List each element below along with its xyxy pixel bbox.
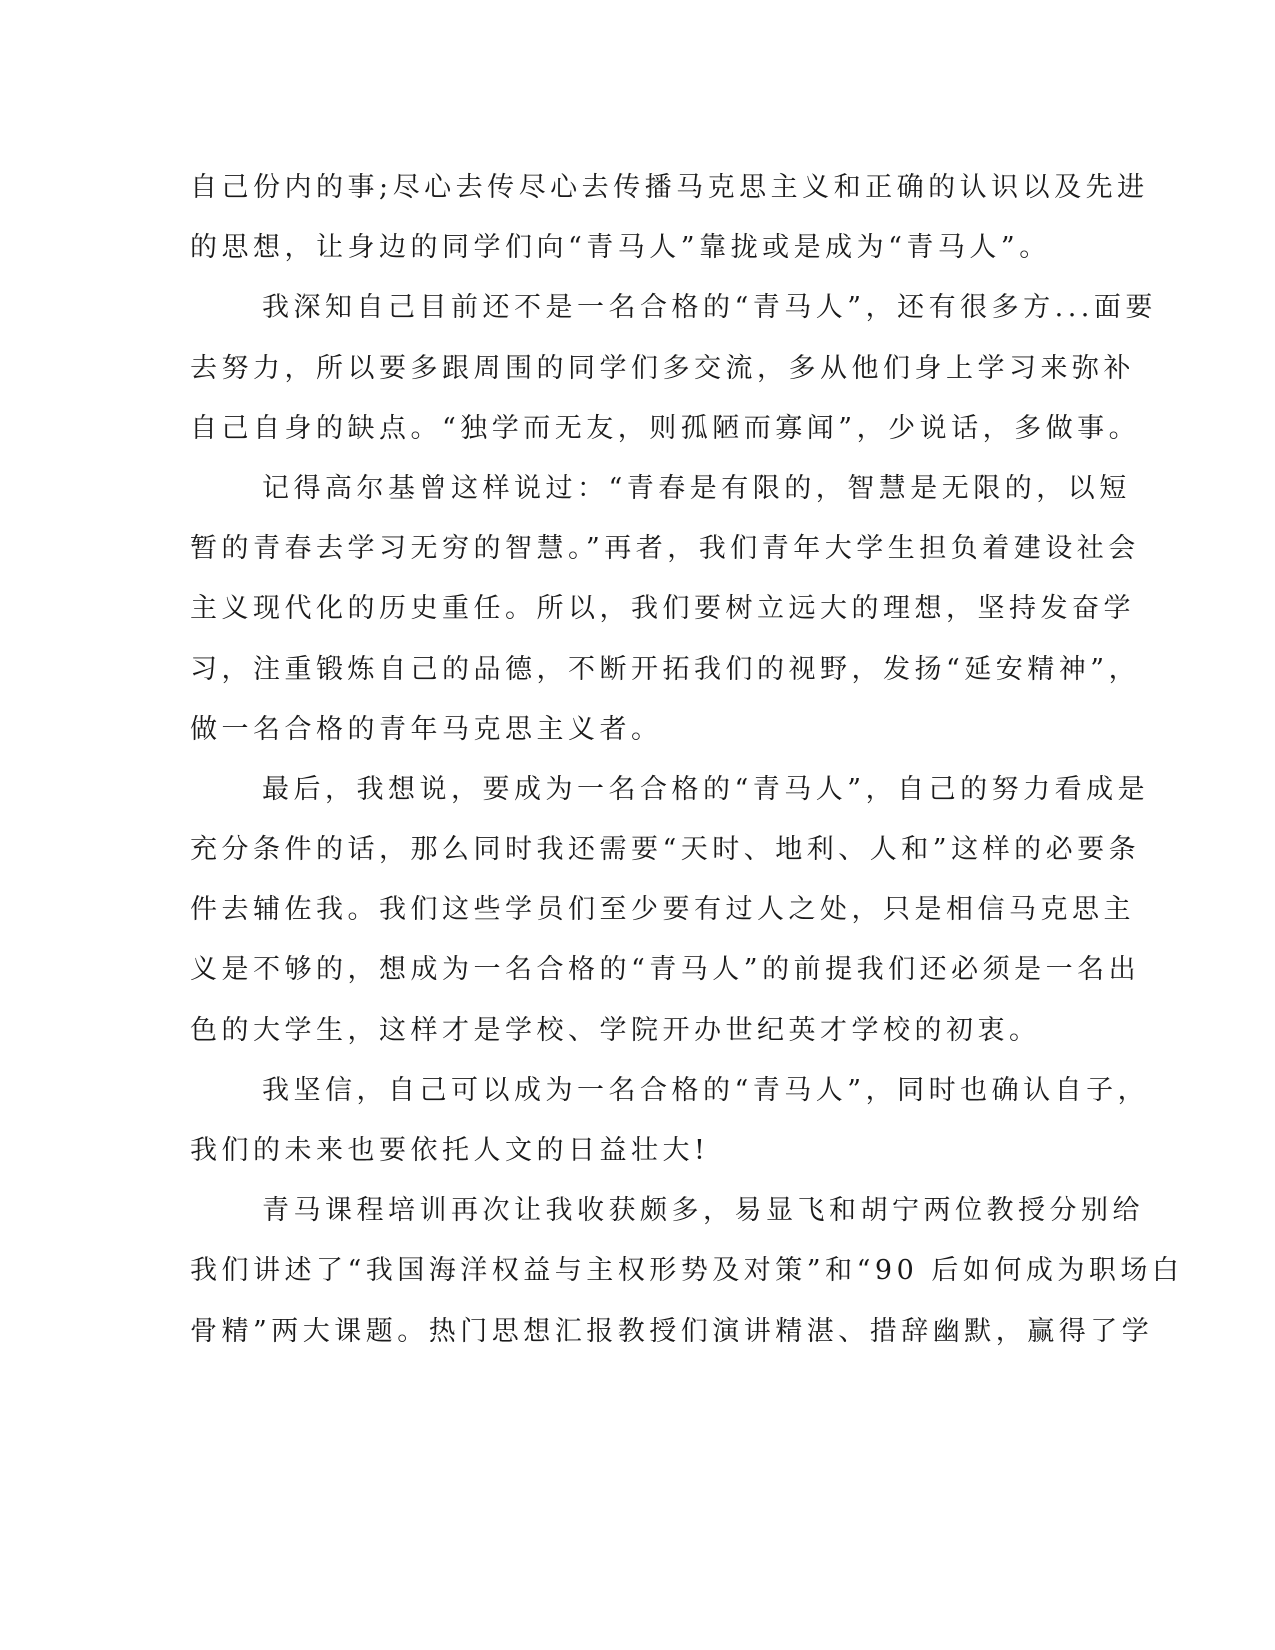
text-line-17: 我们的未来也要依托人文的日益壮大! bbox=[190, 1135, 710, 1166]
text-line-3: 我深知自己目前还不是一名合格的“青马人”，还有很多方...面要 bbox=[262, 292, 1157, 324]
text-line-14: 义是不够的，想成为一名合格的“青马人”的前提我们还必须是一名出 bbox=[190, 954, 1141, 986]
text-line-8: 主义现代化的历史重任。所以，我们要树立远大的理想，坚持发奋学 bbox=[190, 593, 1135, 625]
body-text bbox=[190, 158, 1184, 1362]
text-line-18: 青马课程培训再次让我收获颇多，易显飞和胡宁两位教授分别给 bbox=[262, 1195, 1144, 1227]
text-line-5: 自己自身的缺点。“独学而无友，则孤陋而寡闻”，少说话，多做事。 bbox=[190, 412, 1141, 444]
text-line-13: 件去辅佐我。我们这些学员们至少要有过人之处，只是相信马克思主 bbox=[190, 894, 1135, 926]
text-line-6: 记得高尔基曾这样说过：“青春是有限的，智慧是无限的，以短 bbox=[262, 472, 1131, 504]
text-line-16: 我坚信，自己可以成为一名合格的“青马人”，同时也确认自子， bbox=[262, 1074, 1150, 1106]
text-line-4: 去努力，所以要多跟周围的同学们多交流，多从他们身上学习来弥补 bbox=[190, 352, 1135, 384]
text-line-19: 我们讲述了“我国海洋权益与主权形势及对策”和“90 后如何成为职场白 bbox=[190, 1255, 1184, 1287]
text-line-15: 色的大学生，这样才是学校、学院开办世纪英才学校的初衷。 bbox=[190, 1014, 1041, 1046]
text-line-20: 骨精”两大课题。热门思想汇报教授们演讲精湛、措辞幽默，赢得了学 bbox=[190, 1315, 1154, 1347]
text-line-2: 的思想，让身边的同学们向“青马人”靠拢或是成为“青马人”。 bbox=[190, 232, 1051, 264]
text-line-11: 最后，我想说，要成为一名合格的“青马人”，自己的努力看成是 bbox=[262, 773, 1150, 805]
text-line-9: 习，注重锻炼自己的品德，不断开拓我们的视野，发扬“延安精神”， bbox=[190, 653, 1141, 685]
text-line-7: 暂的青春去学习无穷的智慧。”再者，我们青年大学生担负着建设社会 bbox=[190, 533, 1140, 565]
text-line-10: 做一名合格的青年马克思主义者。 bbox=[190, 713, 663, 745]
text-line-1: 自己份内的事;尽心去传尽心去传播马克思主义和正确的认识以及先进 bbox=[190, 172, 1149, 203]
text-line-12: 充分条件的话，那么同时我还需要“天时、地利、人和”这样的必要条 bbox=[190, 834, 1141, 866]
